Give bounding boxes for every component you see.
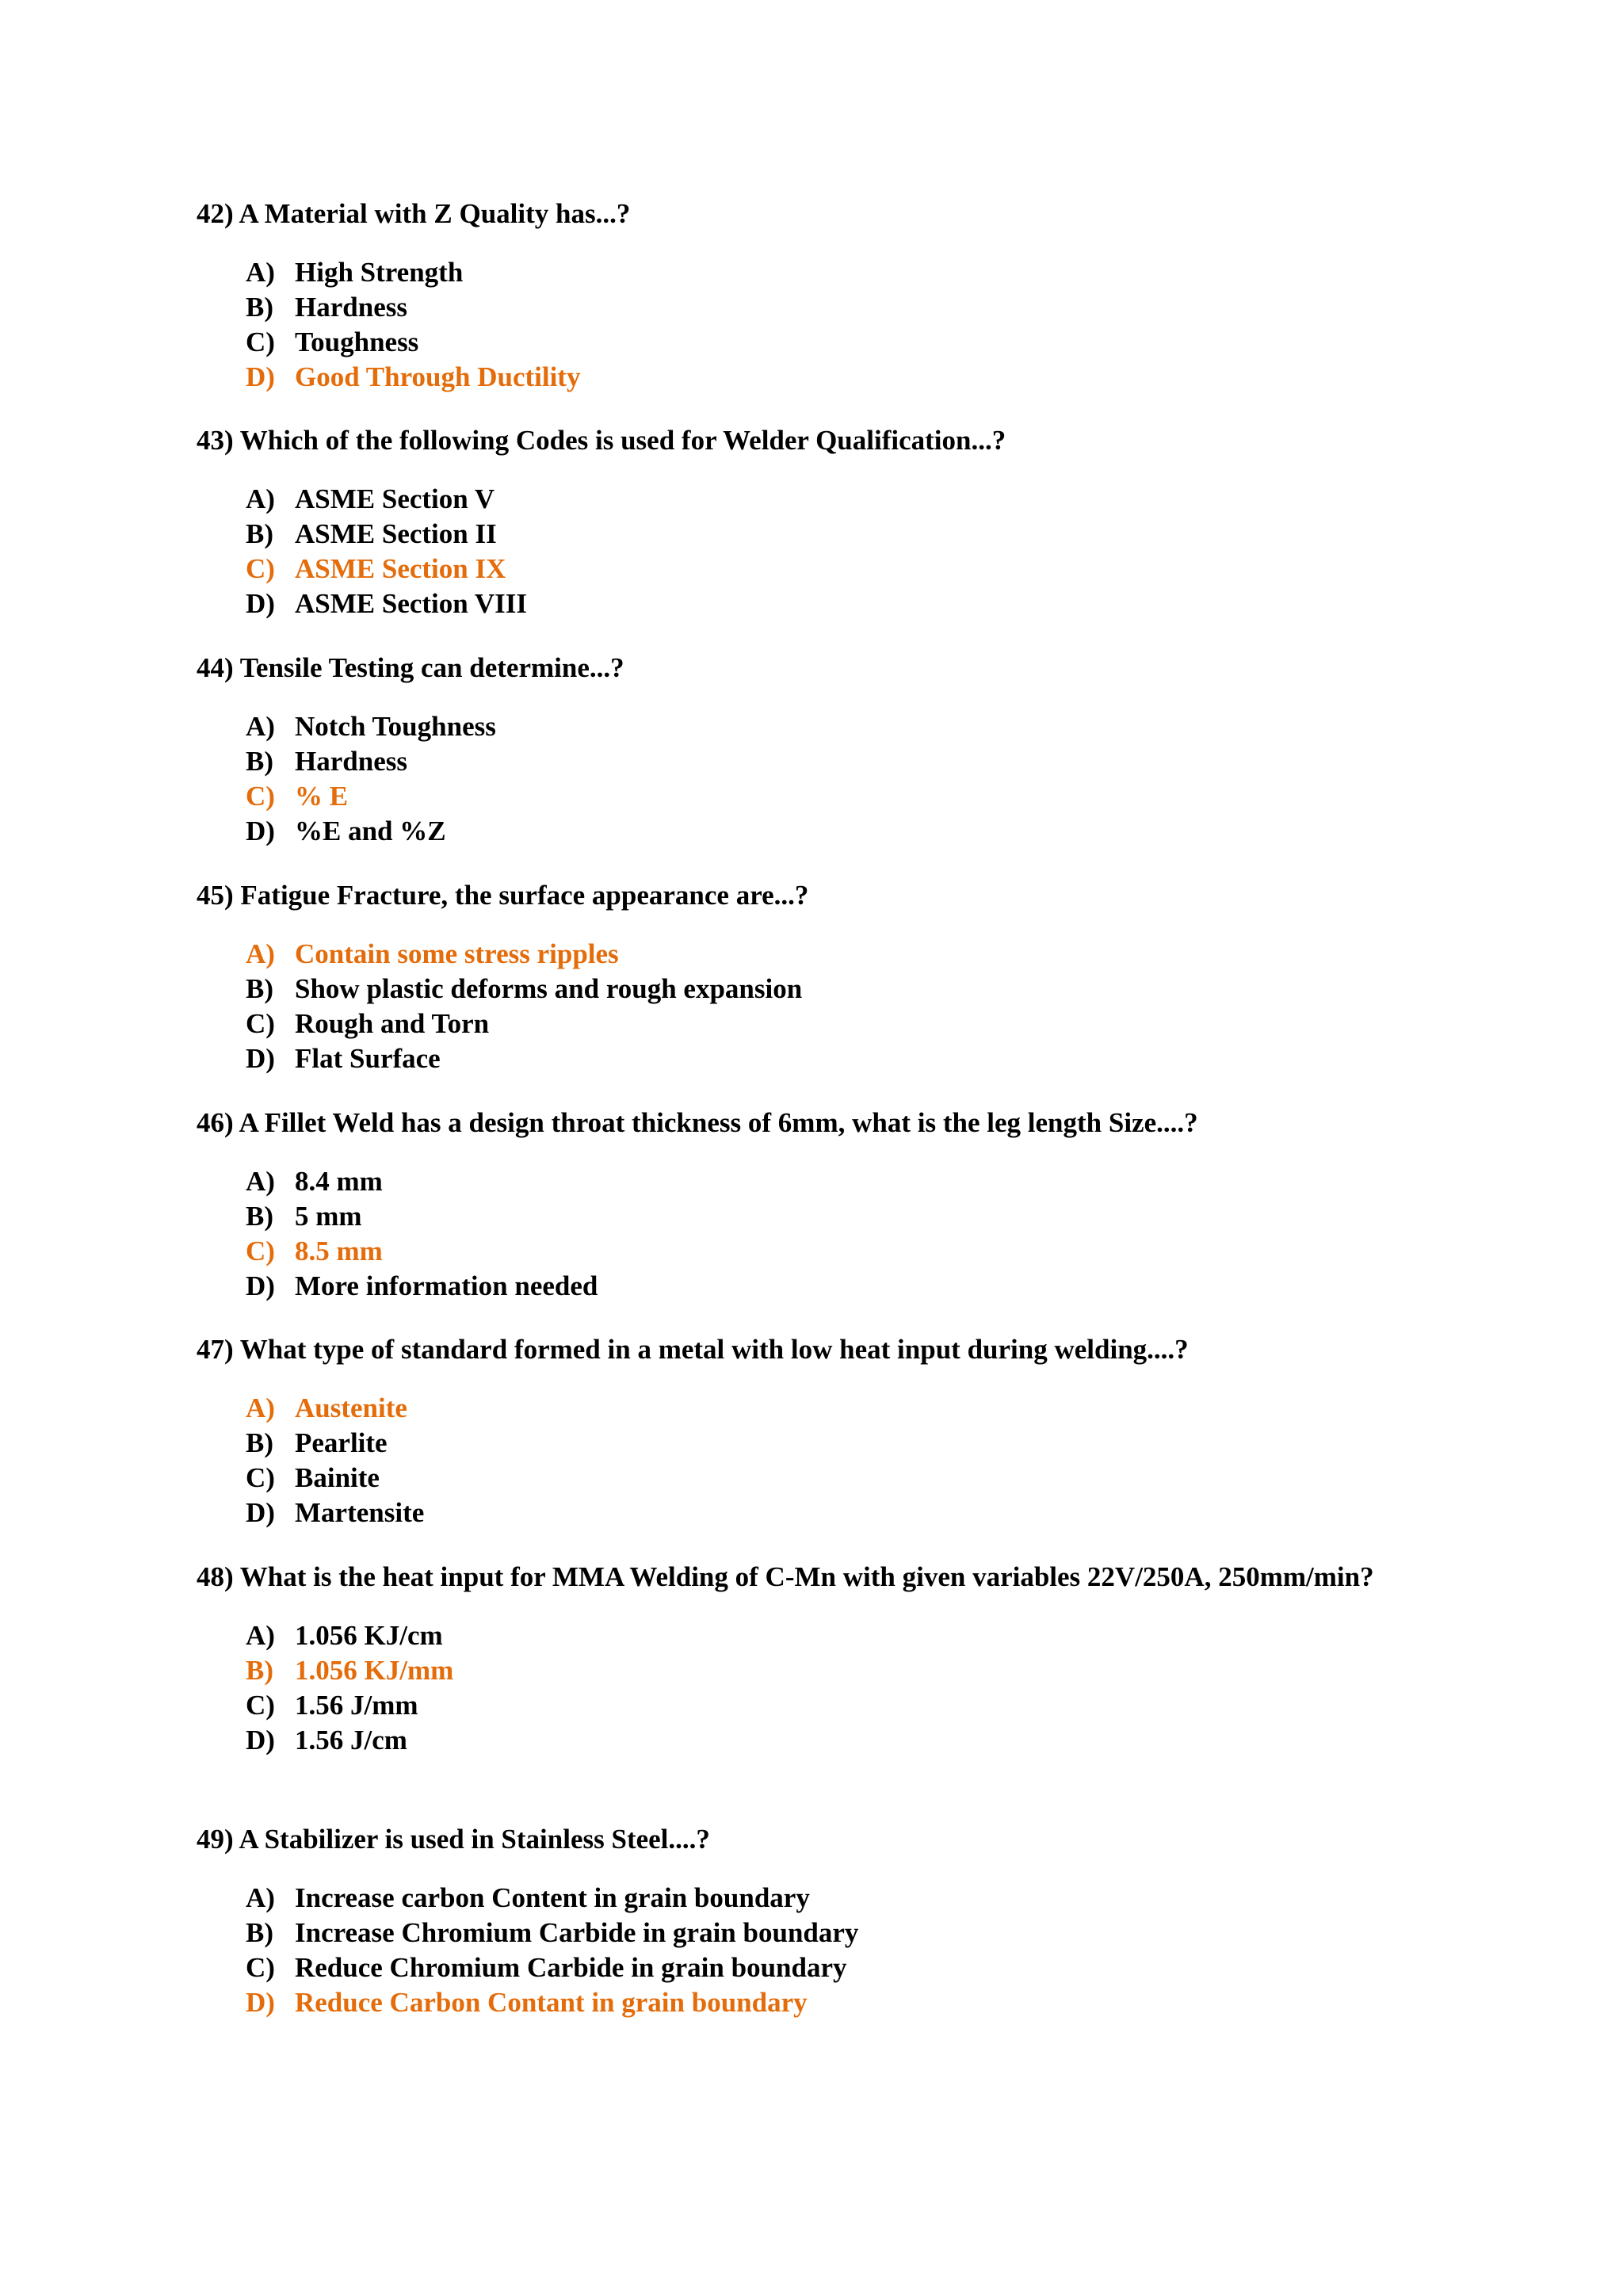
question-42: [197, 197, 1433, 395]
option-letter: D): [246, 1043, 275, 1074]
option-c: [246, 1950, 1433, 1985]
answer-options: [197, 1391, 1433, 1530]
question-text: 46) A Fillet Weld has a design throat thickness of 6mm, what is the leg length Size....?: [197, 1107, 1198, 1138]
option-letter: B): [246, 746, 273, 777]
option-letter: C): [246, 1690, 275, 1721]
option-text: 1.56 J/mm: [295, 1690, 418, 1721]
question-text: 44) Tensile Testing can determine...?: [197, 652, 624, 683]
question-text: 47) What type of standard formed in a metal with low heat input during welding....?: [197, 1334, 1189, 1365]
option-text: Reduce Carbon Contant in grain boundary: [295, 1987, 808, 2018]
option-b: [246, 1199, 1433, 1234]
option-text: Show plastic deforms and rough expansion: [295, 973, 803, 1004]
option-text: Hardness: [295, 292, 407, 323]
option-c: [246, 1007, 1433, 1041]
option-c: [246, 325, 1433, 360]
option-text: High Strength: [295, 257, 464, 288]
option-text: Bainite: [295, 1462, 380, 1493]
option-c: [246, 552, 1433, 586]
option-text: Austenite: [295, 1392, 407, 1423]
option-letter: D): [246, 361, 275, 392]
option-a: [246, 1881, 1433, 1916]
option-text: 1.056 KJ/cm: [295, 1620, 443, 1651]
option-c: [246, 779, 1433, 814]
option-text: Martensite: [295, 1497, 425, 1528]
question-44: [197, 651, 1433, 849]
option-letter: D): [246, 816, 275, 846]
question-45: [197, 878, 1433, 1076]
option-text: 5 mm: [295, 1201, 362, 1232]
answer-options: [197, 255, 1433, 395]
option-letter: D): [246, 1497, 275, 1528]
option-text: ASME Section VIII: [295, 588, 528, 619]
option-d: [246, 1723, 1433, 1758]
option-a: [246, 937, 1433, 972]
option-text: Contain some stress ripples: [295, 938, 619, 969]
question-46: [197, 1106, 1433, 1304]
question-48: [197, 1560, 1433, 1758]
question-text: 43) Which of the following Codes is used for Welder Qualification...?: [197, 425, 1006, 456]
option-text: Good Through Ductility: [295, 361, 581, 392]
option-b: [246, 744, 1433, 779]
option-d: [246, 1985, 1433, 2020]
option-letter: A): [246, 1882, 275, 1913]
option-letter: D): [246, 1987, 275, 2018]
answer-options: [197, 937, 1433, 1076]
option-letter: B): [246, 1201, 273, 1232]
option-letter: A): [246, 483, 275, 514]
option-b: [246, 1916, 1433, 1950]
option-letter: C): [246, 1236, 275, 1266]
option-letter: D): [246, 1725, 275, 1755]
option-d: [246, 586, 1433, 621]
question-text: 48) What is the heat input for MMA Welding of C-Mn with given variables 22V/250A, 250mm/min?: [197, 1561, 1374, 1592]
option-d: [246, 1269, 1433, 1304]
option-d: [246, 360, 1433, 395]
question-49: [197, 1822, 1433, 2020]
option-text: ASME Section V: [295, 483, 495, 514]
option-letter: A): [246, 711, 275, 742]
option-d: [246, 1041, 1433, 1076]
option-letter: A): [246, 938, 275, 969]
option-a: [246, 482, 1433, 517]
option-text: Reduce Chromium Carbide in grain boundary: [295, 1952, 847, 1983]
option-c: [246, 1461, 1433, 1496]
option-letter: D): [246, 588, 275, 619]
option-letter: A): [246, 1392, 275, 1423]
option-letter: B): [246, 1655, 273, 1686]
option-text: 8.4 mm: [295, 1166, 383, 1197]
option-c: [246, 1688, 1433, 1723]
option-letter: C): [246, 327, 275, 357]
option-text: Increase Chromium Carbide in grain boundary: [295, 1917, 859, 1948]
option-a: [246, 709, 1433, 744]
option-b: [246, 1426, 1433, 1461]
answer-options: [197, 482, 1433, 621]
answer-options: [197, 1618, 1433, 1758]
option-letter: C): [246, 781, 275, 812]
question-text: 45) Fatigue Fracture, the surface appearance are...?: [197, 880, 809, 911]
option-b: [246, 1653, 1433, 1688]
option-text: 1.056 KJ/mm: [295, 1655, 454, 1686]
option-letter: C): [246, 1008, 275, 1039]
option-d: [246, 1496, 1433, 1530]
option-text: 8.5 mm: [295, 1236, 383, 1266]
question-text: 42) A Material with Z Quality has...?: [197, 198, 631, 229]
option-text: Toughness: [295, 327, 419, 357]
option-a: [246, 1618, 1433, 1653]
option-text: 1.56 J/cm: [295, 1725, 407, 1755]
option-letter: C): [246, 1952, 275, 1983]
option-text: Rough and Torn: [295, 1008, 490, 1039]
option-letter: A): [246, 1166, 275, 1197]
option-text: Increase carbon Content in grain boundary: [295, 1882, 810, 1913]
answer-options: [197, 1164, 1433, 1304]
option-b: [246, 972, 1433, 1007]
option-a: [246, 1391, 1433, 1426]
option-a: [246, 255, 1433, 290]
option-letter: D): [246, 1270, 275, 1301]
option-text: % E: [295, 781, 349, 812]
option-text: Pearlite: [295, 1427, 388, 1458]
question-43: [197, 423, 1433, 621]
option-text: ASME Section IX: [295, 553, 506, 584]
option-letter: B): [246, 518, 273, 549]
option-text: ASME Section II: [295, 518, 497, 549]
question-47: [197, 1332, 1433, 1530]
option-letter: A): [246, 1620, 275, 1651]
option-text: More information needed: [295, 1270, 598, 1301]
option-letter: C): [246, 1462, 275, 1493]
question-text: 49) A Stabilizer is used in Stainless Steel....?: [197, 1824, 710, 1855]
option-letter: B): [246, 292, 273, 323]
option-c: [246, 1234, 1433, 1269]
option-text: Hardness: [295, 746, 407, 777]
answer-options: [197, 1881, 1433, 2020]
option-d: [246, 814, 1433, 849]
option-b: [246, 290, 1433, 325]
option-letter: C): [246, 553, 275, 584]
option-a: [246, 1164, 1433, 1199]
option-text: Flat Surface: [295, 1043, 441, 1074]
option-letter: B): [246, 973, 273, 1004]
answer-options: [197, 709, 1433, 849]
option-letter: A): [246, 257, 275, 288]
option-text: %E and %Z: [295, 816, 446, 846]
option-text: Notch Toughness: [295, 711, 496, 742]
option-letter: B): [246, 1917, 273, 1948]
option-letter: B): [246, 1427, 273, 1458]
option-b: [246, 517, 1433, 552]
